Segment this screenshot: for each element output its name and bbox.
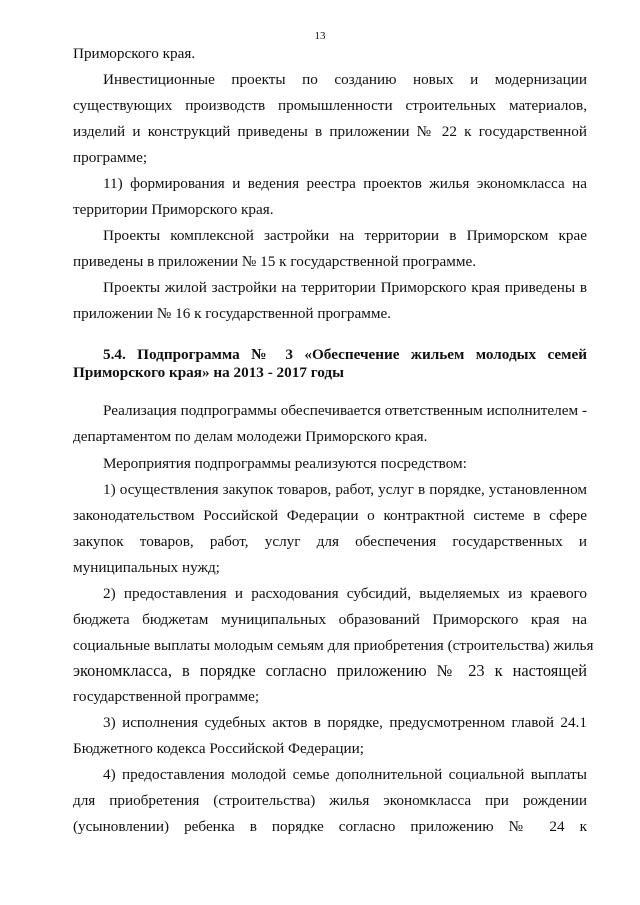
text-line: муниципальных нужд; (73, 559, 220, 576)
text-line: изделий и конструкций приведены в приложении № 22 к государственной (73, 123, 587, 140)
text-line: приведены в приложении № 15 к государственной программе. (73, 253, 477, 270)
text-line: 11) формирования и ведения реестра проектов жилья экономкласса на (103, 175, 587, 192)
text-line: Реализация подпрограммы обеспечивается ответственным исполнителем - (103, 402, 587, 419)
text-line: 1) осуществления закупок товаров, работ, услуг в порядке, установленном (103, 481, 587, 498)
text-line: 4) предоставления молодой семье дополнительной социальной выплаты (103, 766, 587, 783)
text-line: законодательством Российской Федерации о контрактной системе в сфере (73, 507, 587, 524)
text-line: департаментом по делам молодежи Приморского края. (73, 428, 428, 445)
page-number: 13 (314, 30, 326, 42)
text-line: государственной программе; (73, 688, 260, 705)
text-line: программе; (73, 149, 148, 166)
text-line: Приморского края. (73, 45, 196, 62)
text-line: приложении № 16 к государственной программе. (73, 305, 391, 322)
text-line: Бюджетного кодекса Российской Федерации; (73, 740, 364, 757)
text-line: Инвестиционные проекты по созданию новых и модернизации (103, 71, 587, 88)
text-line: территории Приморского края. (73, 201, 274, 218)
text-line: Проекты комплексной застройки на территории в Приморском крае (103, 227, 587, 244)
text-line: закупок товаров, работ, услуг для обеспечения государственных и (73, 533, 587, 550)
text-line: экономкласса, в порядке согласно приложению № 23 к настоящей (73, 661, 587, 680)
text-line: бюджета бюджетам муниципальных образований Приморского края на (73, 611, 587, 628)
text-line: социальные выплаты молодым семьям для приобретения (строительства) жилья (73, 637, 594, 654)
text-line: Проекты жилой застройки на территории Приморского края приведены в (103, 279, 587, 296)
section-heading-cont: Приморского края» на 2013 - 2017 годы (73, 364, 344, 381)
text-line: 3) исполнения судебных актов в порядке, предусмотренном главой 24.1 (103, 714, 587, 731)
text-line: 2) предоставления и расходования субсидий, выделяемых из краевого (103, 585, 587, 602)
text-line: Мероприятия подпрограммы реализуются посредством: (103, 455, 467, 472)
text-line: существующих производств промышленности строительных материалов, (73, 97, 587, 114)
text-line: (усыновлении) ребенка в порядке согласно приложению № 24 к (73, 818, 587, 835)
text-line: для приобретения (строительства) жилья экономкласса при рождении (73, 792, 587, 809)
section-heading: 5.4. Подпрограмма № 3 «Обеспечение жильем молодых семей (103, 346, 587, 363)
